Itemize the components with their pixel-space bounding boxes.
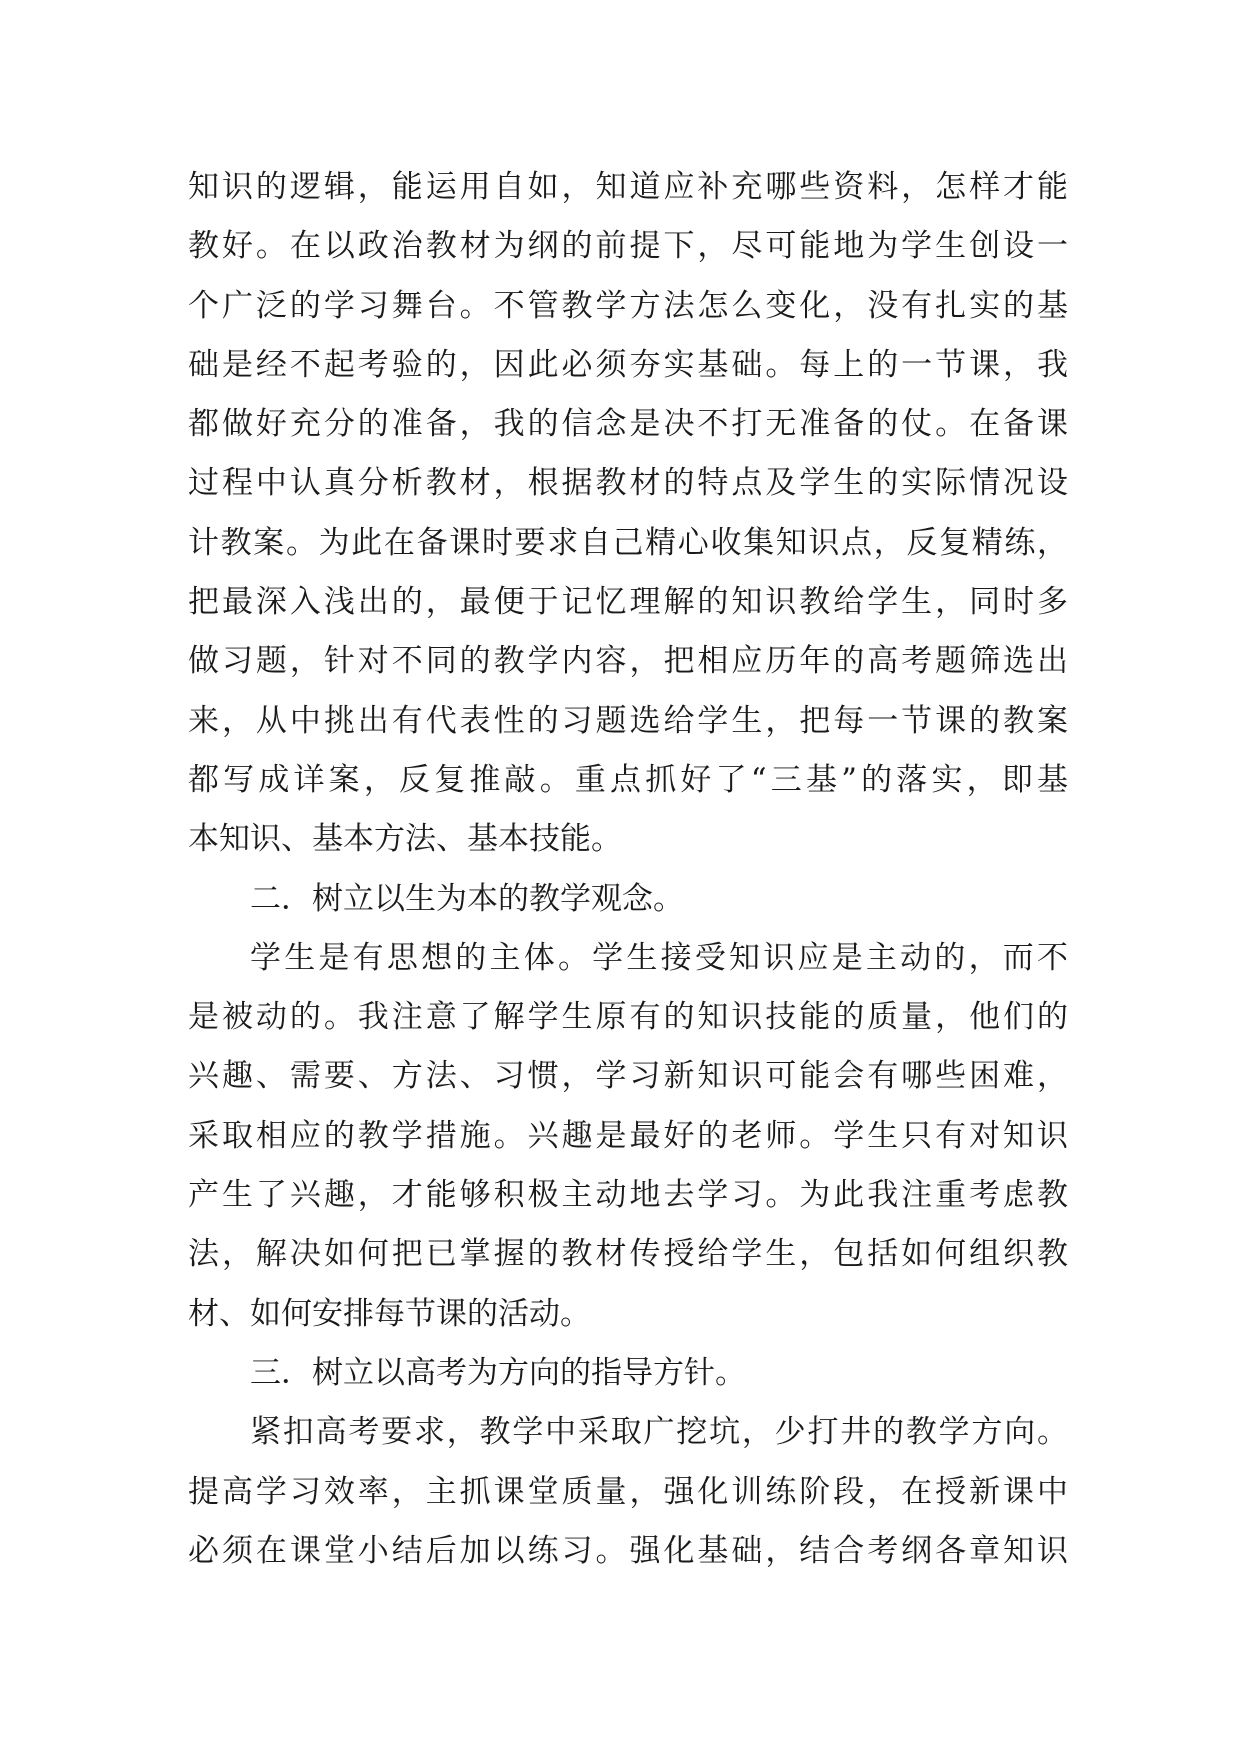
text-line: 是被动的。我注意了解学生原有的知识技能的质量，他们的 [188,999,1068,1036]
text-line: 把最深入浅出的，最便于记忆理解的知识教给学生，同时多 [188,584,1068,621]
text-line: 三．树立以高考为方向的指导方针。 [250,1354,746,1391]
text-line: 计教案。为此在备课时要求自己精心收集知识点，反复精练， [188,524,1068,561]
text-line: 来，从中挑出有代表性的习题选给学生，把每一节课的教案 [188,702,1068,739]
text-line: 都做好充分的准备，我的信念是决不打无准备的仗。在备课 [188,406,1068,443]
text-line: 法，解决如何把已掌握的教材传授给学生，包括如何组织教 [188,1236,1068,1273]
text-line: 都写成详案，反复推敲。重点抓好了“三基”的落实，即基 [188,761,1068,798]
text-line: 兴趣、需要、方法、习惯，学习新知识可能会有哪些困难， [188,1058,1068,1095]
text-line: 个广泛的学习舞台。不管教学方法怎么变化，没有扎实的基 [188,287,1068,324]
text-line: 学生是有思想的主体。学生接受知识应是主动的，而不 [250,939,1068,976]
text-line: 提高学习效率，主抓课堂质量，强化训练阶段，在授新课中 [188,1473,1068,1510]
text-line: 本知识、基本方法、基本技能。 [188,821,622,858]
text-line: 采取相应的教学措施。兴趣是最好的老师。学生只有对知识 [188,1117,1068,1154]
text-line: 二．树立以生为本的教学观念。 [250,880,684,917]
text-line: 知识的逻辑，能运用自如，知道应补充哪些资料，怎样才能 [188,169,1068,205]
text-line: 必须在课堂小结后加以练习。强化基础，结合考纲各章知识 [188,1532,1068,1569]
text-line: 做习题，针对不同的教学内容，把相应历年的高考题筛选出 [188,643,1068,680]
text-line: 材、如何安排每节课的活动。 [188,1295,591,1332]
text-line: 过程中认真分析教材，根据教材的特点及学生的实际情况设 [188,465,1068,502]
text-line: 紧扣高考要求，教学中采取广挖坑，少打井的教学方向。 [250,1414,1068,1451]
text-line: 础是经不起考验的，因此必须夯实基础。每上的一节课，我 [188,346,1068,383]
text-line: 产生了兴趣，才能够积极主动地去学习。为此我注重考虑教 [188,1177,1068,1214]
text-line: 教好。在以政治教材为纲的前提下，尽可能地为学生创设一 [188,228,1068,265]
body-text [188,158,1068,1581]
